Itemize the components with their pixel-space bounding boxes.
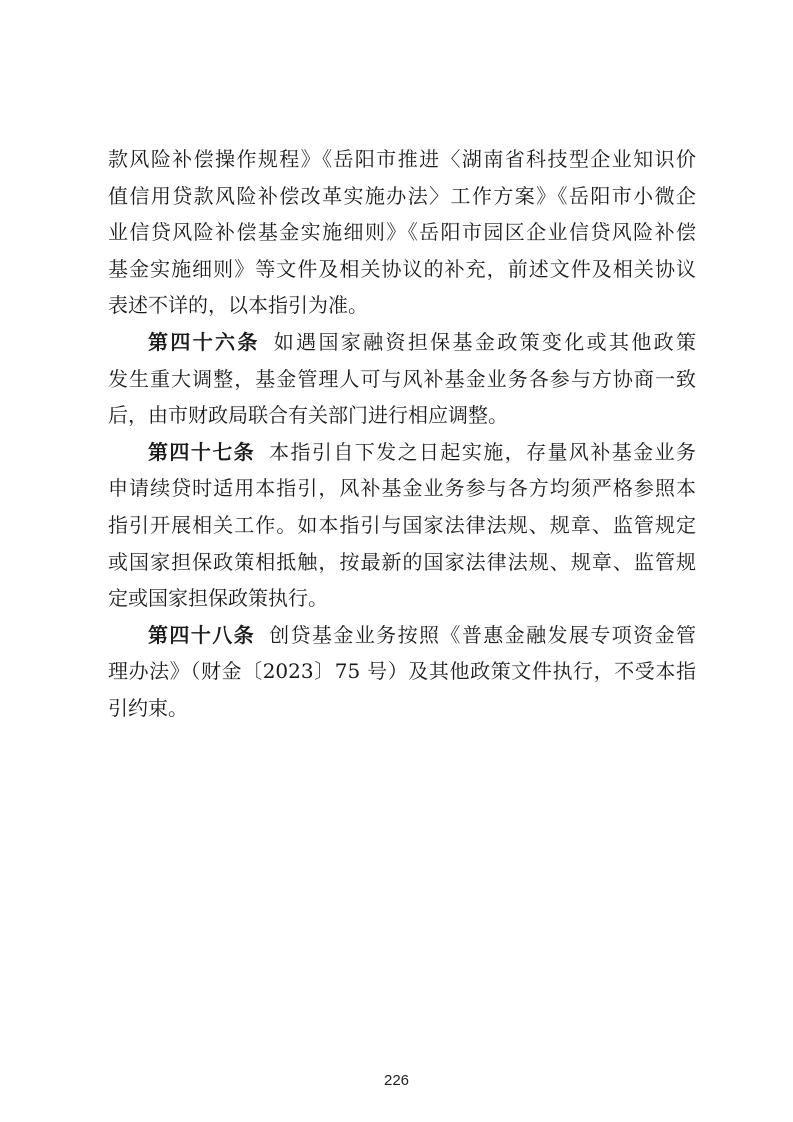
text-line: 值信用贷款风险补偿改革实施办法〉工作方案》《岳阳市小微企 xyxy=(108,183,696,208)
text-line: 引约束。 xyxy=(108,695,188,720)
article-text: 创贷基金业务按照《普惠金融发展专项资金管 xyxy=(269,622,696,647)
text-line: 业信贷风险补偿基金实施细则》《岳阳市园区企业信贷风险补偿 xyxy=(108,220,696,245)
text-line: 定或国家担保政策执行。 xyxy=(108,586,328,611)
article-title: 第四十八条 xyxy=(148,622,256,647)
article-title: 第四十六条 xyxy=(148,329,260,354)
article-46 xyxy=(108,324,696,434)
article-title: 第四十七条 xyxy=(148,439,256,464)
text-line: 理办法》（财金〔2023〕75 号）及其他政策文件执行，不受本指 xyxy=(108,659,696,684)
text-line xyxy=(108,434,696,471)
text-line: 表述不详的，以本指引为准。 xyxy=(108,293,368,318)
text-line xyxy=(108,617,696,654)
continuation-paragraph xyxy=(108,141,696,324)
text-line xyxy=(108,324,696,361)
text-line: 基金实施细则》等文件及相关协议的补充，前述文件及相关协议 xyxy=(108,256,696,281)
article-48 xyxy=(108,617,696,727)
article-text: 如遇国家融资担保基金政策变化或其他政策 xyxy=(273,329,696,354)
article-47 xyxy=(108,434,696,617)
text-line: 指引开展相关工作。如本指引与国家法律法规、规章、监管规定 xyxy=(108,512,696,537)
body-text xyxy=(108,141,696,727)
text-line: 发生重大调整，基金管理人可与风补基金业务各参与方协商一致 xyxy=(108,366,696,391)
article-text: 本指引自下发之日起实施，存量风补基金业务 xyxy=(269,439,696,464)
text-line: 后，由市财政局联合有关部门进行相应调整。 xyxy=(108,403,508,428)
page-number: 226 xyxy=(383,1072,410,1089)
text-line: 款风险补偿操作规程》《岳阳市推进〈湖南省科技型企业知识价 xyxy=(108,147,696,171)
text-line: 或国家担保政策相抵触，按最新的国家法律法规、规章、监管规 xyxy=(108,549,696,574)
text-line: 申请续贷时适用本指引，风补基金业务参与各方均须严格参照本 xyxy=(108,476,696,501)
